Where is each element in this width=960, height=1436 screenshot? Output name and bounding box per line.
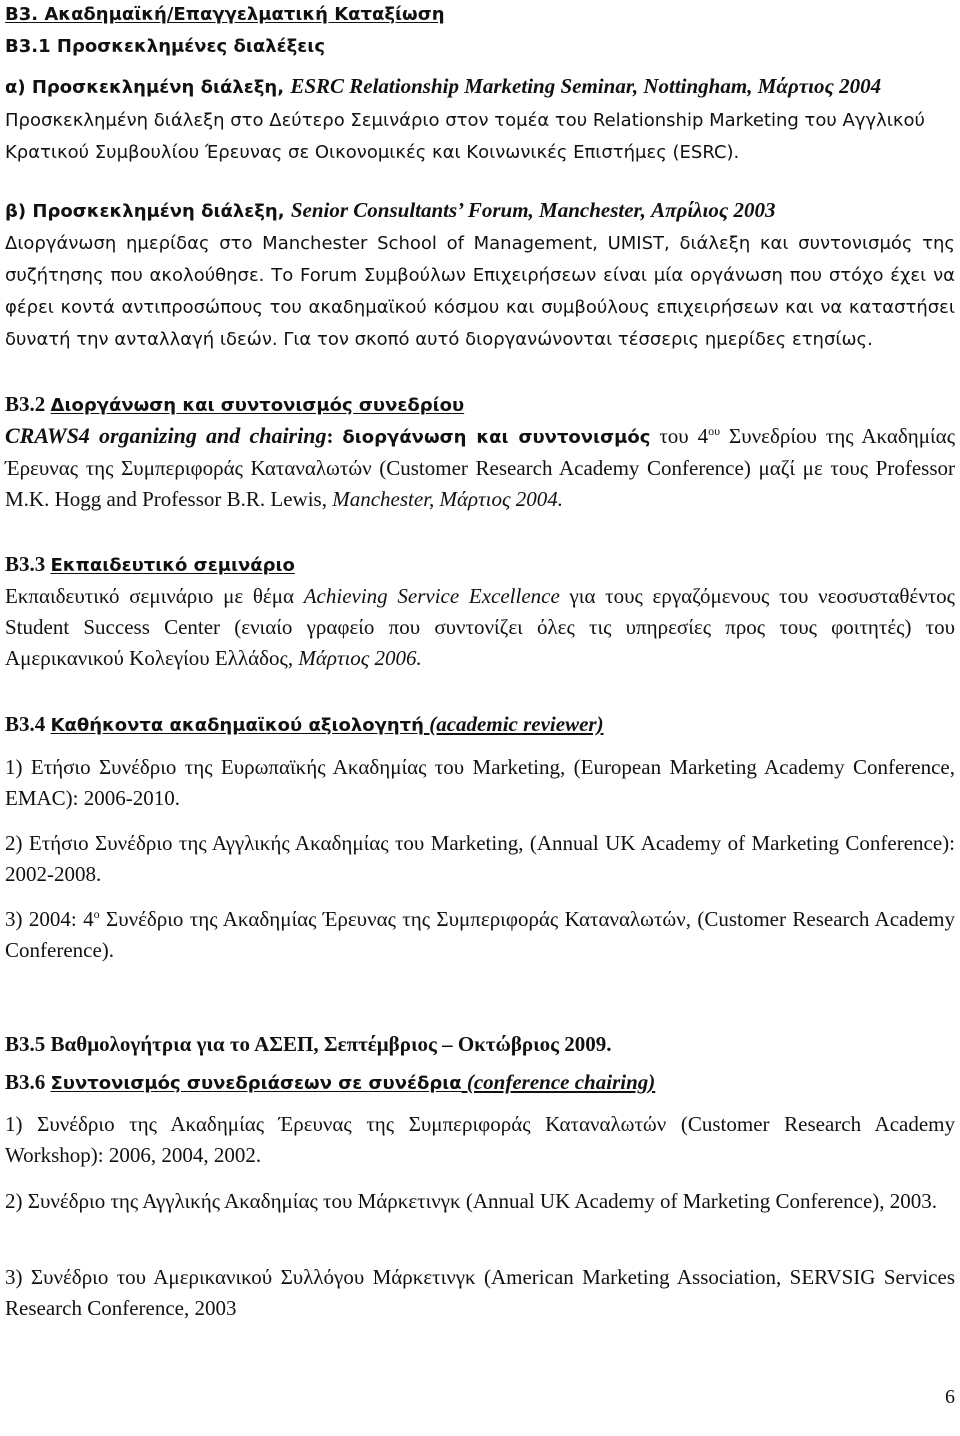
b32-text2: Συνεδρίου της Ακαδημίας Έρευνας της Συμπεριφοράς Καταναλωτών (Customer Research Academy Conference) μαζί με τους Professor M.K. Hogg and Professor B.R. Lewis, bbox=[5, 424, 956, 511]
b34-item-3-rest: Συνέδριο της Ακαδημίας Έρευνας της Συμπεριφοράς Καταναλωτών, (Customer Research Academy Conference). bbox=[5, 907, 956, 962]
b33-heading: Εκπαιδευτικό σεμινάριο bbox=[50, 555, 295, 576]
subsection-heading-b31: Β3.1 Προσκεκλημένες διαλέξεις bbox=[5, 36, 325, 57]
b33-number: Β3.3 bbox=[5, 552, 51, 576]
subsection-b35: Β3.5 Βαθμολογήτρια για το ΑΣΕΠ, Σεπτέμβριος – Οκτώβριος 2009. bbox=[5, 1032, 612, 1056]
subsection-heading-b36 bbox=[5, 1068, 655, 1098]
b32-number: Β3.2 bbox=[5, 392, 51, 416]
b34-item-1: 1) Ετήσιο Συνέδριο της Ευρωπαϊκής Ακαδημίας του Marketing, (European Marketing Academy Conference, EMAC): 2006-2010. bbox=[5, 755, 955, 810]
lecture-a-line1: Προσκεκλημένη διάλεξη στο Δεύτερο Σεμινάριο στον τομέα του Relationship Marketing του Αγγλικού bbox=[5, 110, 925, 131]
craws-title: CRAWS4 organizing and chairing bbox=[5, 423, 327, 448]
lecture-b-text: Διοργάνωση ημερίδας στο Manchester School of Management, UMIST, διάλεξη και συντονισμός της συζήτησης που ακολούθησε. Το Forum Συμβούλων Επιχειρήσεων είναι μία οργάνωση που στόχο έχει να φέρει κοντά αντιπροσώπους του ακαδημαϊκού κόσμου και συμβούλους επιχειρήσεων και να καταστήσει δυνατή την ανταλλαγή ιδεών. Για τον σκοπό αυτό διοργανώνονται τέσσερις ημερίδες ετησίως. bbox=[5, 233, 955, 350]
craws-colon: : bbox=[326, 424, 343, 448]
b34-item-3 bbox=[5, 904, 955, 966]
b36-number: Β3.6 bbox=[5, 1070, 51, 1094]
lecture-a-heading bbox=[5, 72, 881, 102]
b36-item-1: 1) Συνέδριο της Ακαδημίας Έρευνας της Συμπεριφοράς Καταναλωτών (Customer Research Academy Workshop): 2006, 2004, 2002. bbox=[5, 1112, 955, 1167]
b34-item-2: 2) Ετήσιο Συνέδριο της Αγγλικής Ακαδημίας του Marketing, (Annual UK Academy of Marketing Conference): 2002-2008. bbox=[5, 831, 955, 886]
b33-date: Μάρτιος 2006. bbox=[298, 646, 422, 670]
subsection-heading-b34 bbox=[5, 710, 604, 740]
b36-item-3: 3) Συνέδριο του Αμερικανικού Συλλόγου Μάρκετινγκ (American Marketing Association, SERVSIG Services Research Conference, 2003 bbox=[5, 1265, 955, 1320]
section-heading-b3: Β3. Ακαδημαϊκή/Επαγγελματική Καταξίωση bbox=[5, 4, 445, 25]
b34-heading: Καθήκοντα ακαδημαϊκού αξιολογητή bbox=[50, 715, 424, 736]
lecture-b-heading bbox=[5, 196, 775, 226]
b34-number: Β3.4 bbox=[5, 712, 51, 736]
lecture-b-label: β) Προσκεκλημένη διάλεξη, bbox=[5, 201, 291, 222]
b34-item-3-start: 3) 2004: 4 bbox=[5, 907, 94, 931]
b36-heading: Συντονισμός συνεδριάσεων σε συνέδρια bbox=[50, 1073, 462, 1094]
lecture-a-line2: Κρατικού Συμβουλίου Έρευνας σε Οικονομικές και Κοινωνικές Επιστήμες (ESRC). bbox=[5, 142, 740, 163]
b32-heading: Διοργάνωση και συντονισμός συνεδρίου bbox=[50, 395, 465, 416]
subsection-heading-b33 bbox=[5, 550, 295, 580]
b33-topic: Achieving Service Excellence bbox=[303, 584, 560, 608]
b36-heading-en: (conference chairing) bbox=[461, 1070, 656, 1094]
b34-item-3-superscript: ο bbox=[93, 907, 100, 921]
b34-heading-en: (academic reviewer) bbox=[423, 712, 604, 736]
subsection-heading-b32 bbox=[5, 390, 464, 420]
b33-text1: Εκπαιδευτικό σεμινάριο με θέμα bbox=[5, 584, 304, 608]
lecture-b-title: Senior Consultants’ Forum, Manchester, Απρίλιος 2003 bbox=[290, 198, 776, 222]
b33-paragraph bbox=[5, 581, 955, 674]
b32-text1: του 4 bbox=[650, 424, 709, 448]
b32-superscript: ου bbox=[708, 424, 721, 438]
lecture-a-label: α) Προσκεκλημένη διάλεξη, bbox=[5, 77, 291, 98]
b32-paragraph bbox=[5, 420, 955, 515]
b36-item-2: 2) Συνέδριο της Αγγλικής Ακαδημίας του Μάρκετινγκ (Annual UK Academy of Marketing Conference), 2003. bbox=[5, 1189, 938, 1213]
lecture-a-title: ESRC Relationship Marketing Seminar, Nottingham, Μάρτιος 2004 bbox=[290, 74, 882, 98]
page-number: 6 bbox=[945, 1386, 955, 1408]
b33-text2: για τους εργαζόμενους του νεοσυσταθέντος Student Success Center (ενιαίο γραφείο που συντονίζει όλες τις υπηρεσίες προς τους φοιτητές) του Αμερικανικού Κολεγίου Ελλάδος, bbox=[5, 584, 956, 670]
craws-role: διοργάνωση και συντονισμός bbox=[342, 427, 651, 448]
b32-place-date: Manchester, Μάρτιος 2004. bbox=[332, 487, 564, 511]
